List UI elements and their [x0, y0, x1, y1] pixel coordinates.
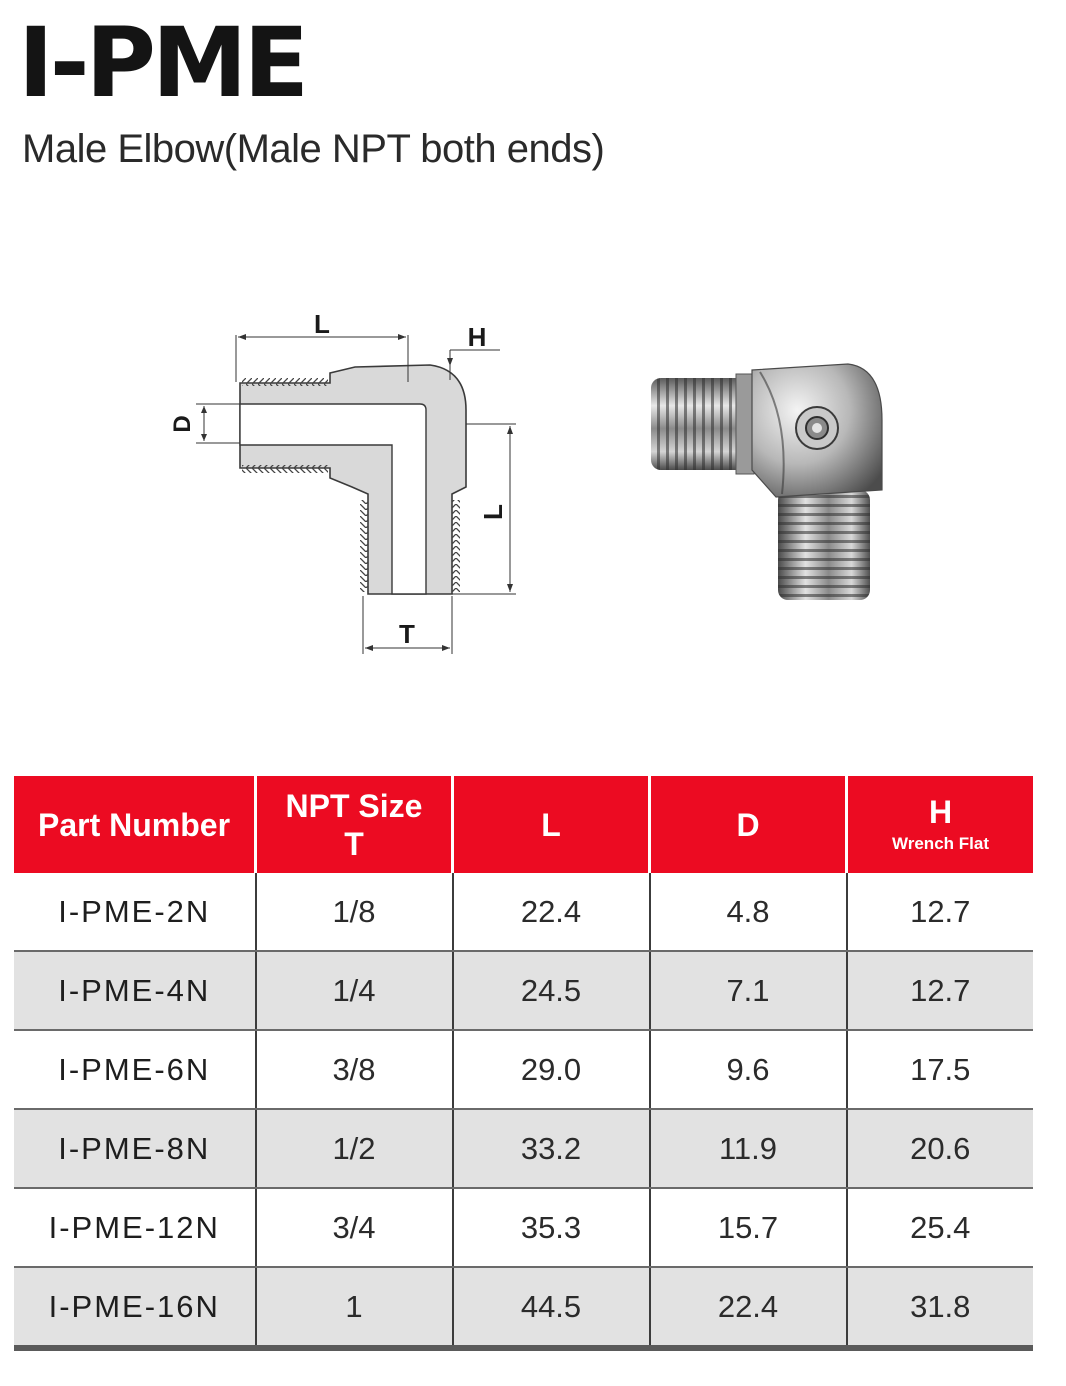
table-row — [14, 1267, 1033, 1348]
cell-part-number: I-PME-8N — [14, 1109, 256, 1188]
page-title: I-PME — [18, 7, 306, 119]
thread-top — [242, 378, 328, 386]
cell-d: 11.9 — [650, 1109, 847, 1188]
cell-l: 35.3 — [453, 1188, 650, 1267]
header-l: L — [453, 776, 650, 873]
product-photo — [651, 364, 882, 600]
thread-bottom — [242, 465, 328, 473]
cell-l: 24.5 — [453, 951, 650, 1030]
cell-part-number: I-PME-4N — [14, 951, 256, 1030]
cell-d: 22.4 — [650, 1267, 847, 1348]
cell-h: 25.4 — [847, 1188, 1034, 1267]
header-npt-size: NPT Size T — [256, 776, 453, 873]
cell-h: 20.6 — [847, 1109, 1034, 1188]
cell-npt-size: 3/4 — [256, 1188, 453, 1267]
cell-npt-size: 3/8 — [256, 1030, 453, 1109]
cell-d: 15.7 — [650, 1188, 847, 1267]
page-subtitle: Male Elbow(Male NPT both ends) — [22, 127, 605, 171]
cell-part-number: I-PME-12N — [14, 1188, 256, 1267]
spec-table — [14, 776, 1033, 1351]
table-header-row — [14, 776, 1033, 873]
dimension-drawing — [169, 309, 516, 654]
table-row — [14, 1030, 1033, 1109]
header-h: H Wrench Flat — [847, 776, 1034, 873]
table-row — [14, 951, 1033, 1030]
dim-label-t: T — [399, 619, 415, 649]
dim-label-d: D — [169, 415, 196, 433]
table-row — [14, 1109, 1033, 1188]
cell-d: 7.1 — [650, 951, 847, 1030]
thread-right — [452, 500, 460, 592]
header-d: D — [650, 776, 847, 873]
table-row — [14, 873, 1033, 951]
cell-h: 12.7 — [847, 873, 1034, 951]
elbow-body-outline — [240, 365, 466, 594]
dim-label-l-right: L — [478, 504, 508, 520]
thread-left — [360, 500, 368, 592]
cell-l: 22.4 — [453, 873, 650, 951]
cell-l: 29.0 — [453, 1030, 650, 1109]
header-part-number: Part Number — [14, 776, 256, 873]
dim-label-l-top: L — [314, 309, 330, 339]
cell-d: 4.8 — [650, 873, 847, 951]
cell-h: 31.8 — [847, 1267, 1034, 1348]
cell-part-number: I-PME-6N — [14, 1030, 256, 1109]
cell-npt-size: 1 — [256, 1267, 453, 1348]
cell-l: 44.5 — [453, 1267, 650, 1348]
cell-d: 9.6 — [650, 1030, 847, 1109]
cell-npt-size: 1/4 — [256, 951, 453, 1030]
cell-part-number: I-PME-2N — [14, 873, 256, 951]
bore — [240, 404, 426, 594]
cell-npt-size: 1/8 — [256, 873, 453, 951]
cell-h: 17.5 — [847, 1030, 1034, 1109]
table-row — [14, 1188, 1033, 1267]
cell-part-number: I-PME-16N — [14, 1267, 256, 1348]
dim-label-h: H — [467, 322, 487, 352]
cell-h: 12.7 — [847, 951, 1034, 1030]
cell-l: 33.2 — [453, 1109, 650, 1188]
cell-npt-size: 1/2 — [256, 1109, 453, 1188]
